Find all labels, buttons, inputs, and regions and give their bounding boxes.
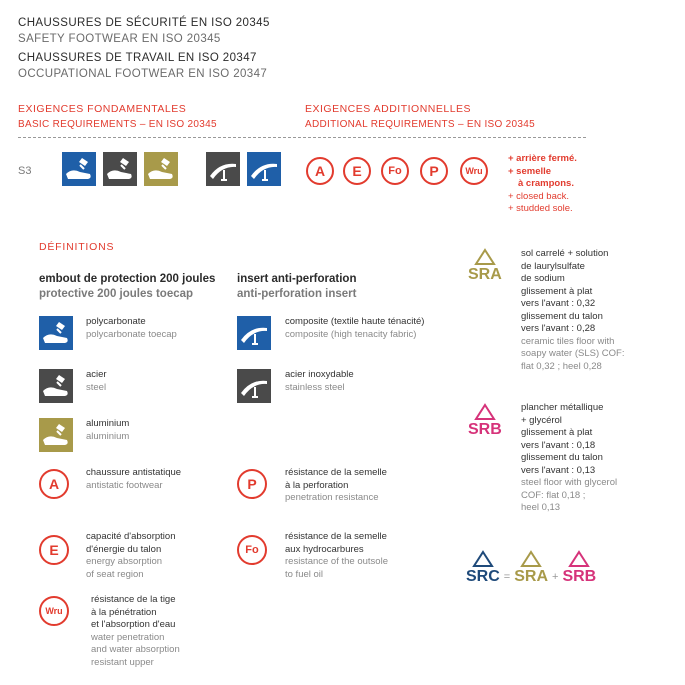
penetration-p-icon: P [237, 469, 267, 499]
def-fuel-oil: résistance de la semelle aux hydrocarbures resistance of the outsole to fuel oil [285, 531, 388, 580]
note-studded-fr-2: à crampons. [518, 178, 574, 189]
toecap-heading-en: protective 200 joules toecap [39, 288, 194, 300]
antistatic-a-icon: A [39, 469, 69, 499]
def-polycarbonate: polycarbonate polycarbonate toecap [86, 316, 177, 340]
s3-notes [508, 153, 678, 216]
def-water-resistant: résistance de la tige à la pénétration et l'absorption d'eau water penetration and water absorption resistant upper [91, 594, 180, 668]
def-composite: composite (textile haute ténacité) composite (high tenacity fabric) [285, 316, 425, 340]
insert-heading-fr: insert anti-perforation [237, 273, 357, 285]
sra-symbol: SRA [468, 248, 502, 283]
srb-triangle-icon [568, 550, 590, 568]
src-equation [466, 550, 596, 585]
title-en-safety: SAFETY FOOTWEAR EN ISO 20345 [18, 33, 221, 45]
basic-requirements-fr: EXIGENCES FONDAMENTALES [18, 103, 187, 115]
steel-insert-icon [206, 152, 240, 186]
polycarbonate-toecap-icon [62, 152, 96, 186]
insert-heading-en: anti-perforation insert [237, 288, 357, 300]
def-penetration: résistance de la semelle à la perforation penetration resistance [285, 467, 387, 503]
basic-requirements-en: BASIC REQUIREMENTS – EN ISO 20345 [18, 119, 217, 130]
srb-symbol: SRB [468, 403, 502, 438]
sra-triangle-icon [520, 550, 542, 568]
src-symbol: SRC [466, 550, 500, 585]
stainless-insert-icon [237, 369, 271, 403]
note-studded-en: + studded sole. [508, 203, 573, 214]
steel-toecap-icon [39, 369, 73, 403]
energy-absorption-e-icon: E [343, 157, 371, 185]
toecap-heading-fr: embout de protection 200 joules [39, 273, 216, 285]
sra-symbol-eq: SRA [514, 550, 548, 585]
water-resistant-wru-icon: Wru [460, 157, 488, 185]
composite-insert-icon [237, 316, 271, 350]
equals-sign: = [503, 571, 511, 583]
srb-description: plancher métallique + glycérol glissement à plat vers l'avant : 0,18 glissement du talon vers l'avant : 0,13 steel floor with glycerol COF: flat 0,18 ; heel 0,13 [521, 402, 618, 513]
fuel-oil-fo-icon: Fo [237, 535, 267, 565]
title-en-occupational: OCCUPATIONAL FOOTWEAR EN ISO 20347 [18, 68, 268, 80]
additional-requirements-fr: EXIGENCES ADDITIONNELLES [305, 103, 472, 115]
def-aluminium: aluminium aluminium [86, 418, 130, 442]
steel-toecap-icon [103, 152, 137, 186]
water-resistant-wru-icon: Wru [39, 596, 69, 626]
def-energy-absorption: capacité d'absorption d'énergie du talon energy absorption of seat region [86, 531, 176, 580]
def-steel: acier steel [86, 369, 107, 393]
sra-triangle-icon [474, 248, 496, 266]
def-stainless: acier inoxydable stainless steel [285, 369, 354, 393]
sra-description: sol carrelé + solution de laurylsulfate de sodium glissement à plat vers l'avant : 0,32 glissement du talon vers l'avant : 0,28 ceramic tiles floor with soapy water (SLS) COF: flat 0,32 ; heel 0,28 [521, 248, 625, 372]
src-triangle-icon [472, 550, 494, 568]
dashed-divider [18, 137, 586, 138]
composite-insert-icon [247, 152, 281, 186]
title-fr-occupational: CHAUSSURES DE TRAVAIL EN ISO 20347 [18, 52, 257, 64]
polycarbonate-toecap-icon [39, 316, 73, 350]
srb-triangle-icon [474, 403, 496, 421]
note-studded-fr-1: + semelle [508, 165, 552, 177]
plus-sign: + [552, 571, 559, 583]
additional-requirements-en: ADDITIONAL REQUIREMENTS – EN ISO 20345 [305, 119, 535, 130]
aluminium-toecap-icon [144, 152, 178, 186]
aluminium-toecap-icon [39, 418, 73, 452]
def-antistatic: chaussure antistatique antistatic footwear [86, 467, 182, 491]
s3-label: S3 [18, 165, 32, 177]
energy-absorption-e-icon: E [39, 535, 69, 565]
definitions-heading: DÉFINITIONS [39, 241, 115, 253]
fuel-oil-fo-icon: Fo [381, 157, 409, 185]
title-fr-safety: CHAUSSURES DE SÉCURITÉ EN ISO 20345 [18, 17, 270, 29]
antistatic-a-icon: A [306, 157, 334, 185]
note-closed-back-fr: + arrière fermé. [508, 153, 577, 164]
srb-symbol-eq: SRB [562, 550, 596, 585]
note-closed-back-en: + closed back. [508, 190, 569, 202]
penetration-p-icon: P [420, 157, 448, 185]
